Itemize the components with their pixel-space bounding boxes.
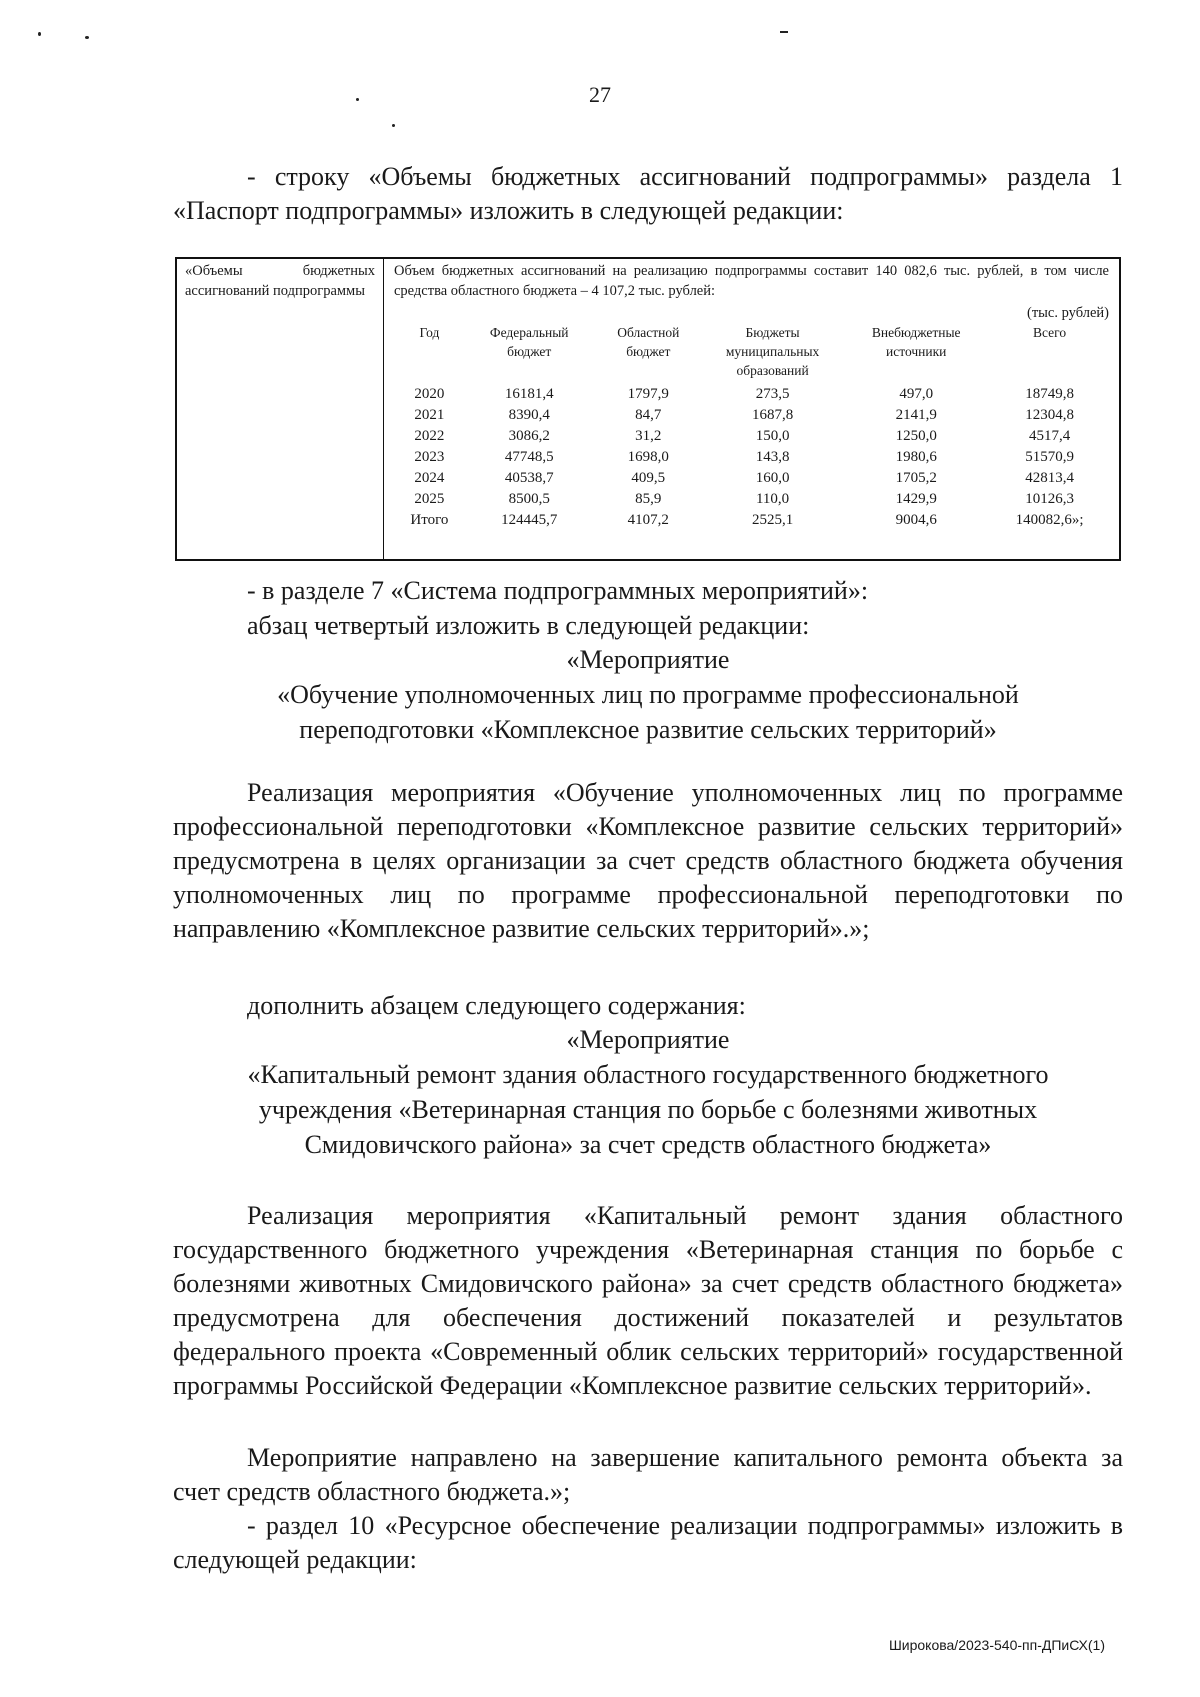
section10-line: - раздел 10 «Ресурсное обеспечение реализации подпрограммы» изложить в следующей редакции:	[173, 1511, 1123, 1574]
cell-federal: 8390,4	[508, 407, 550, 423]
cell-municipal: 160,0	[755, 470, 790, 486]
intro-paragraph: - строку «Объемы бюджетных ассигнований подпрограммы» раздела 1 «Паспорт подпрограммы» изложить в следующей редакции:	[173, 162, 1123, 225]
table-row	[394, 447, 1109, 468]
col-header-total: Всего	[1033, 325, 1067, 340]
cell-regional: 84,7	[635, 407, 662, 423]
cell-year: 2020	[414, 386, 445, 402]
cell-federal: 47748,5	[504, 449, 554, 465]
passport-budget-table	[175, 257, 1121, 561]
budget-table	[394, 323, 1109, 531]
event2-heading-word: «Мероприятие	[566, 1025, 730, 1054]
cell-municipal: 2525,1	[751, 512, 794, 528]
event2-title-line2: учреждения «Ветеринарная станция по борьбе с болезнями животных	[258, 1095, 1038, 1124]
cell-regional: 4107,2	[627, 512, 669, 528]
scan-speck	[780, 31, 788, 33]
cell-total: 42813,4	[1025, 470, 1074, 486]
passport-label: «Объемы бюджетных ассигнований подпрограммы	[177, 259, 384, 559]
cell-total: 140082,6»;	[1015, 512, 1084, 528]
passport-content	[384, 259, 1119, 559]
cell-regional: 85,9	[635, 491, 662, 507]
cell-extrabudget: 9004,6	[895, 512, 937, 528]
cell-year: 2023	[414, 449, 445, 465]
cell-federal: 3086,2	[508, 428, 550, 444]
cell-federal: 124445,7	[501, 512, 558, 528]
cell-regional: 1698,0	[627, 449, 669, 465]
cell-municipal: 110,0	[755, 491, 790, 507]
scan-speck	[85, 36, 89, 39]
cell-regional: 31,2	[635, 428, 662, 444]
event1-description: Реализация мероприятия «Обучение уполномоченных лиц по программе профессиональной переподготовки «Комплексное развитие сельских территорий» предусмотрена в целях организации за счет средств областного бюджета обучения уполномоченных лиц по программе профессиональной переподготовки по направлению «Комплексное развитие сельских территорий».»;	[173, 778, 1123, 943]
cell-extrabudget: 1980,6	[895, 449, 937, 465]
event1-heading-word: «Мероприятие	[566, 645, 730, 674]
cell-total: 12304,8	[1025, 407, 1074, 423]
passport-summary: Объем бюджетных ассигнований на реализацию подпрограммы составит 140 082,6 тыс. рублей, в том числе средства областного бюджета – 4 107,2 тыс. рублей:	[394, 263, 1109, 299]
event2-title-line3: Смидовичского района» за счет средств областного бюджета»	[304, 1130, 992, 1159]
cell-federal: 40538,7	[504, 470, 554, 486]
col-header-regional: Областной бюджет	[617, 325, 680, 359]
cell-total: 51570,9	[1025, 449, 1074, 465]
cell-total: 18749,8	[1025, 386, 1074, 402]
table-row	[394, 426, 1109, 447]
cell-year: 2025	[414, 491, 445, 507]
col-header-municipal: Бюджеты муниципальных образований	[725, 325, 820, 378]
cell-extrabudget: 1429,9	[895, 491, 937, 507]
cell-year: 2022	[414, 428, 445, 444]
cell-federal: 16181,4	[504, 386, 554, 402]
table-total-row	[394, 510, 1109, 531]
event1-title-line2: переподготовки «Комплексное развитие сельских территорий»	[299, 715, 997, 744]
cell-extrabudget: 1705,2	[895, 470, 937, 486]
scan-speck	[38, 32, 41, 36]
cell-year: 2024	[414, 470, 445, 486]
cell-federal: 8500,5	[508, 491, 550, 507]
cell-municipal: 273,5	[755, 386, 790, 402]
col-header-extrabudget: Внебюджетные источники	[871, 325, 961, 359]
cell-municipal: 1687,8	[751, 407, 794, 423]
add-paragraph-line: дополнить абзацем следующего содержания:	[247, 991, 746, 1020]
cell-extrabudget: 1250,0	[895, 428, 937, 444]
col-header-year: Год	[419, 325, 440, 340]
cell-extrabudget: 2141,9	[895, 407, 937, 423]
event1-title-line1: «Обучение уполномоченных лиц по программе профессиональной	[277, 680, 1019, 709]
scan-speck	[392, 124, 395, 127]
col-header-federal: Федеральный бюджет	[489, 325, 569, 359]
cell-extrabudget: 497,0	[899, 386, 934, 402]
event2-aim: Мероприятие направлено на завершение капитального ремонта объекта за счет средств областного бюджета.»;	[173, 1443, 1123, 1506]
section7-line: - в разделе 7 «Система подпрограммных мероприятий»:	[247, 576, 869, 605]
cell-year: Итого	[410, 512, 449, 528]
cell-total: 10126,3	[1025, 491, 1074, 507]
page-number: 27	[589, 82, 611, 107]
cell-year: 2021	[414, 407, 445, 423]
event2-title-line1: «Капитальный ремонт здания областного государственного бюджетного	[247, 1060, 1049, 1089]
cell-regional: 409,5	[631, 470, 666, 486]
table-header-row	[394, 323, 1109, 384]
cell-municipal: 143,8	[755, 449, 790, 465]
table-row	[394, 489, 1109, 510]
table-row	[394, 384, 1109, 405]
cell-regional: 1797,9	[627, 386, 669, 402]
table-row	[394, 405, 1109, 426]
cell-total: 4517,4	[1028, 428, 1071, 444]
units-label: (тыс. рублей)	[1027, 305, 1109, 321]
document-code: Широкова/2023-540-пп-ДПиСХ(1)	[888, 1637, 1105, 1653]
table-row	[394, 468, 1109, 489]
paragraph4-line: абзац четвертый изложить в следующей редакции:	[247, 611, 810, 640]
cell-municipal: 150,0	[755, 428, 790, 444]
event2-description: Реализация мероприятия «Капитальный ремонт здания областного государственного бюджетного учреждения «Ветеринарная станция по борьбе с болезнями животных Смидовичского района» за счет средств областного бюджета» предусмотрена для обеспечения достижений показателей и результатов федерального проекта «Современный облик сельских территорий» государственной программы Российской Федерации «Комплексное развитие сельских территорий».	[173, 1201, 1123, 1400]
